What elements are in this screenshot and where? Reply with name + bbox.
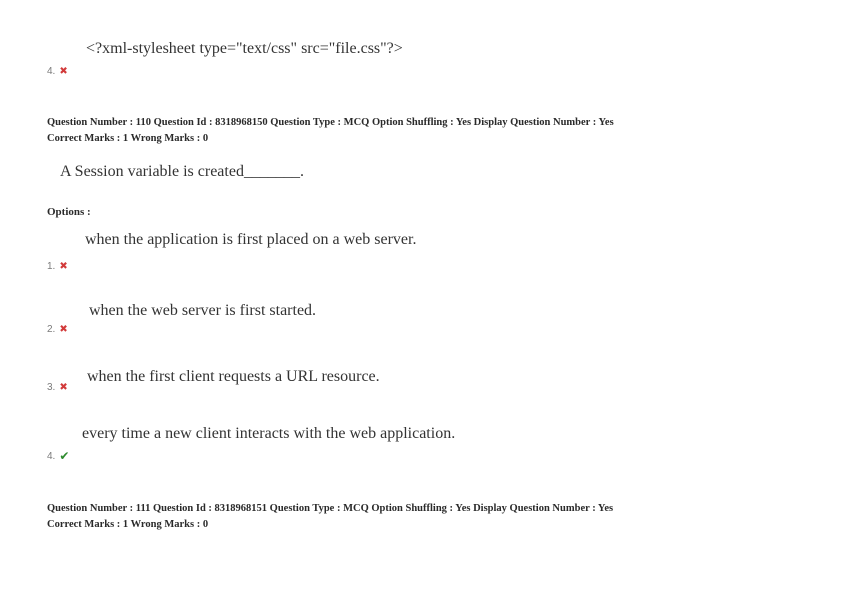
option-number: 1. [47,261,56,272]
option-3-text: when the first client requests a URL resource. [87,368,380,385]
question-110-meta-line2: Correct Marks : 1 Wrong Marks : 0 [47,133,209,144]
check-icon: ✔ [59,449,70,463]
option-number: 3. [47,382,56,393]
question-110-text: A Session variable is created_______. [60,163,304,180]
option-1-text: when the application is first placed on a web server. [85,231,417,248]
question-110-meta-line1: Question Number : 110 Question Id : 8318968150 Question Type : MCQ Option Shuffling : Yes Display Question Number : Yes [47,117,614,128]
option-4-marker [47,450,69,462]
option-2-text: when the web server is first started. [89,302,317,319]
wrong-icon: ✖ [59,260,68,272]
prev-option-4 [47,66,68,77]
wrong-icon: ✖ [59,65,68,77]
option-3-marker [47,382,68,393]
option-4-text: every time a new client interacts with the web application. [82,425,456,442]
option-number: 4. [47,450,56,462]
wrong-icon: ✖ [59,323,68,335]
option-number: 2. [47,324,56,335]
option-1-marker [47,261,68,272]
options-label: Options : [47,206,91,218]
question-111-meta-line2: Correct Marks : 1 Wrong Marks : 0 [47,519,209,530]
wrong-icon: ✖ [59,381,68,393]
xml-stylesheet-line: <?xml-stylesheet type="text/css" src="file.css"?> [86,40,403,57]
question-111-meta-line1: Question Number : 111 Question Id : 8318968151 Question Type : MCQ Option Shuffling : Yes Display Question Number : Yes [47,503,614,514]
option-number: 4. [47,66,56,77]
option-2-marker [47,324,68,335]
